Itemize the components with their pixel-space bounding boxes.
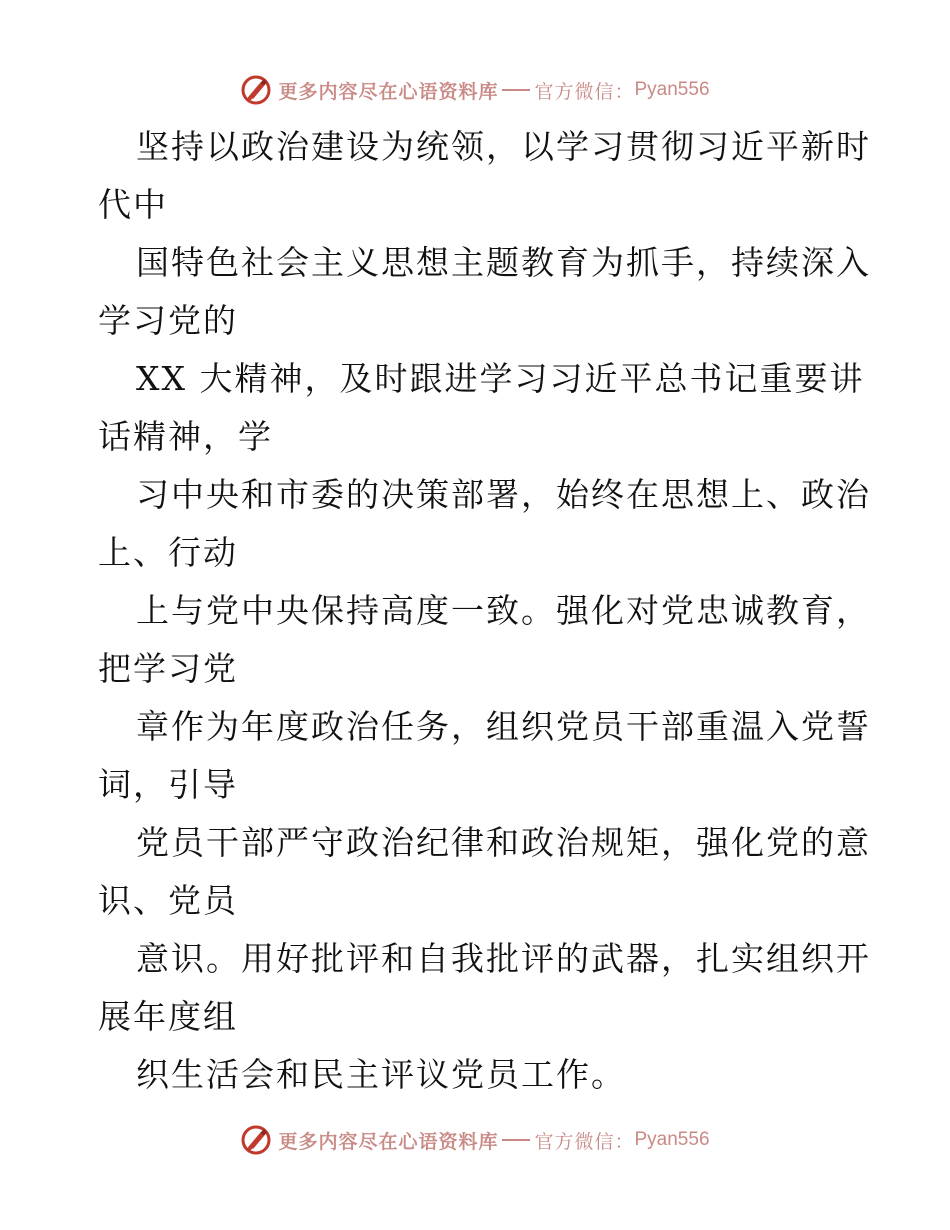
watermark-dash xyxy=(502,89,530,91)
paragraph-line: 学习党的 xyxy=(98,301,238,340)
paragraph-line: 把学习党 xyxy=(98,649,238,688)
watermark-dash xyxy=(502,1139,530,1141)
brand-logo-icon xyxy=(240,1124,272,1156)
paragraph-line: 习中央和市委的决策部署，始终在思想上、政治 xyxy=(136,475,871,514)
paragraph-line: 意识。用好批评和自我批评的武器，扎实组织开 xyxy=(136,939,871,978)
header-watermark xyxy=(0,70,950,110)
paragraph-line: 词，引导 xyxy=(98,765,238,804)
paragraph-line: 章作为年度政治任务，组织党员干部重温入党誓 xyxy=(136,707,871,746)
paragraph-line: 党员干部严守政治纪律和政治规矩，强化党的意 xyxy=(136,823,871,862)
paragraph-line: 识、党员 xyxy=(98,881,238,920)
watermark-wechat-id: Pyan556 xyxy=(634,1129,710,1150)
paragraph-line: XX 大精神，及时跟进学习习近平总书记重要讲 xyxy=(136,359,865,398)
document-body xyxy=(98,118,878,1104)
watermark-brand-text: 更多内容尽在心语资料库 xyxy=(278,1130,499,1153)
paragraph-line: 代中 xyxy=(98,185,168,224)
paragraph-line: 展年度组 xyxy=(98,997,238,1036)
paragraph-line: 上与党中央保持高度一致。强化对党忠诚教育， xyxy=(136,591,871,630)
watermark-official-label: 官方微信： xyxy=(534,1130,635,1153)
paragraph-line: 坚持以政治建设为统领，以学习贯彻习近平新时 xyxy=(136,127,871,166)
paragraph-line: 织生活会和民主评议党员工作。 xyxy=(136,1055,626,1094)
paragraph-line: 话精神，学 xyxy=(98,417,273,456)
footer-watermark xyxy=(0,1120,950,1160)
paragraph-line: 国特色社会主义思想主题教育为抓手，持续深入 xyxy=(136,243,871,282)
brand-logo-icon xyxy=(240,74,272,106)
watermark-official-label: 官方微信： xyxy=(534,80,635,103)
paragraph-line: 上、行动 xyxy=(98,533,238,572)
watermark-wechat-id: Pyan556 xyxy=(634,79,710,100)
watermark-brand-text: 更多内容尽在心语资料库 xyxy=(278,80,499,103)
